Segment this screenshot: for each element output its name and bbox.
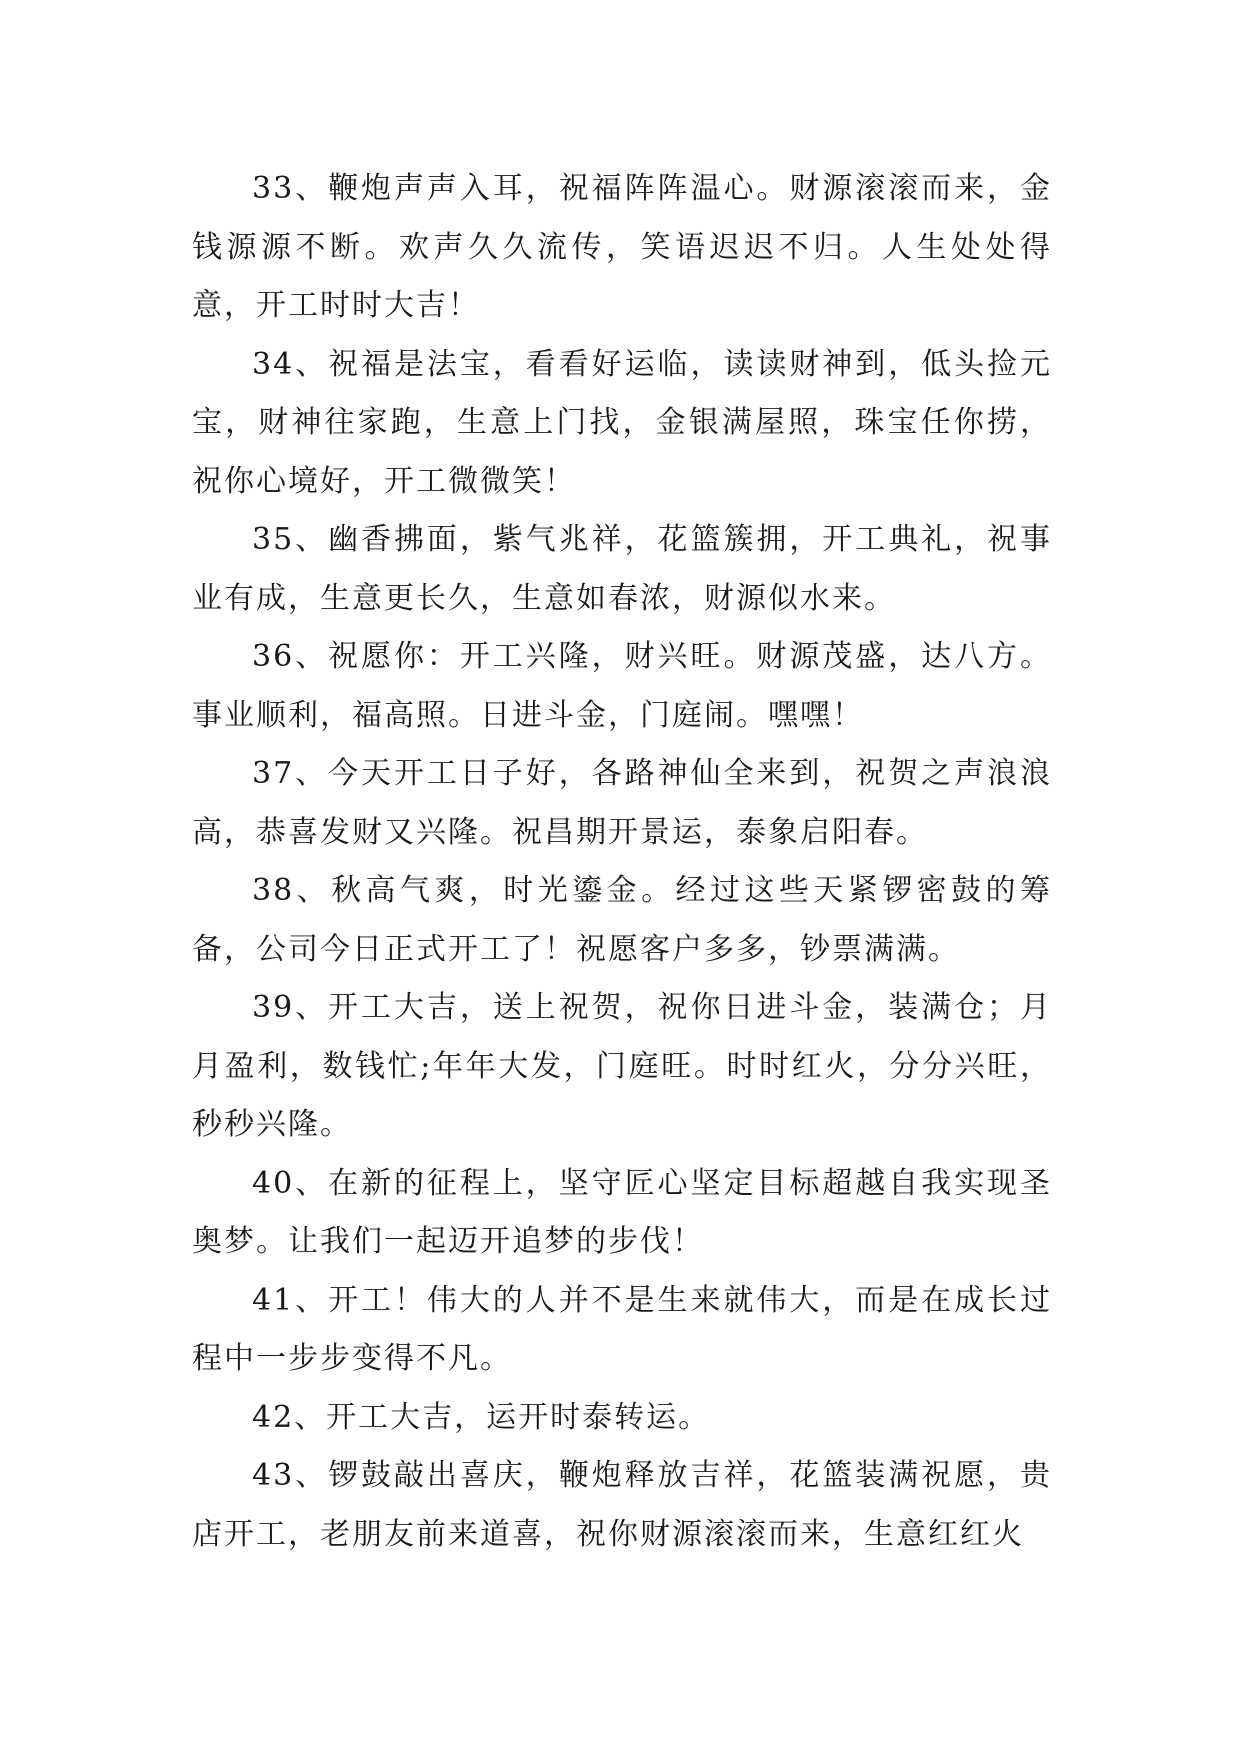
paragraph-35: 35、幽香拂面，紫气兆祥，花篮簇拥，开工典礼，祝事业有成，生意更长久，生意如春浓，财源似水来。 (192, 522, 1052, 616)
paragraph-40: 40、在新的征程上，坚守匠心坚定目标超越自我实现圣奥梦。让我们一起迈开追梦的步伐！ (192, 1165, 1052, 1259)
document-body (192, 160, 1052, 1564)
paragraph-42: 42、开工大吉，运开时泰转运。 (252, 1399, 711, 1435)
paragraph-37: 37、今天开工日子好，各路神仙全来到，祝贺之声浪浪高，恭喜发财又兴隆。祝昌期开景运，泰象启阳春。 (192, 756, 1052, 850)
paragraph-39: 39、开工大吉，送上祝贺，祝你日进斗金，装满仓；月月盈利，数钱忙;年年大发，门庭旺。时时红火，分分兴旺，秒秒兴隆。 (192, 990, 1052, 1142)
paragraph-33: 33、鞭炮声声入耳，祝福阵阵温心。财源滚滚而来，金钱源源不断。欢声久久流传，笑语迟迟不归。人生处处得意，开工时时大吉！ (192, 171, 1052, 323)
paragraph-36: 36、祝愿你：开工兴隆，财兴旺。财源茂盛，达八方。事业顺利，福高照。日进斗金，门庭闹。嘿嘿！ (192, 639, 1052, 733)
paragraph-41: 41、开工！伟大的人并不是生来就伟大，而是在成长过程中一步步变得不凡。 (192, 1282, 1052, 1376)
paragraph-43: 43、锣鼓敲出喜庆，鞭炮释放吉祥，花篮装满祝愿，贵店开工，老朋友前来道喜，祝你财源滚滚而来，生意红红火 (192, 1458, 1052, 1552)
paragraph-38: 38、秋高气爽，时光鎏金。经过这些天紧锣密鼓的筹备，公司今日正式开工了！祝愿客户多多，钞票满满。 (192, 873, 1052, 967)
paragraph-34: 34、祝福是法宝，看看好运临，读读财神到，低头捡元宝，财神往家跑，生意上门找，金银满屋照，珠宝任你捞，祝你心境好，开工微微笑！ (192, 346, 1052, 499)
